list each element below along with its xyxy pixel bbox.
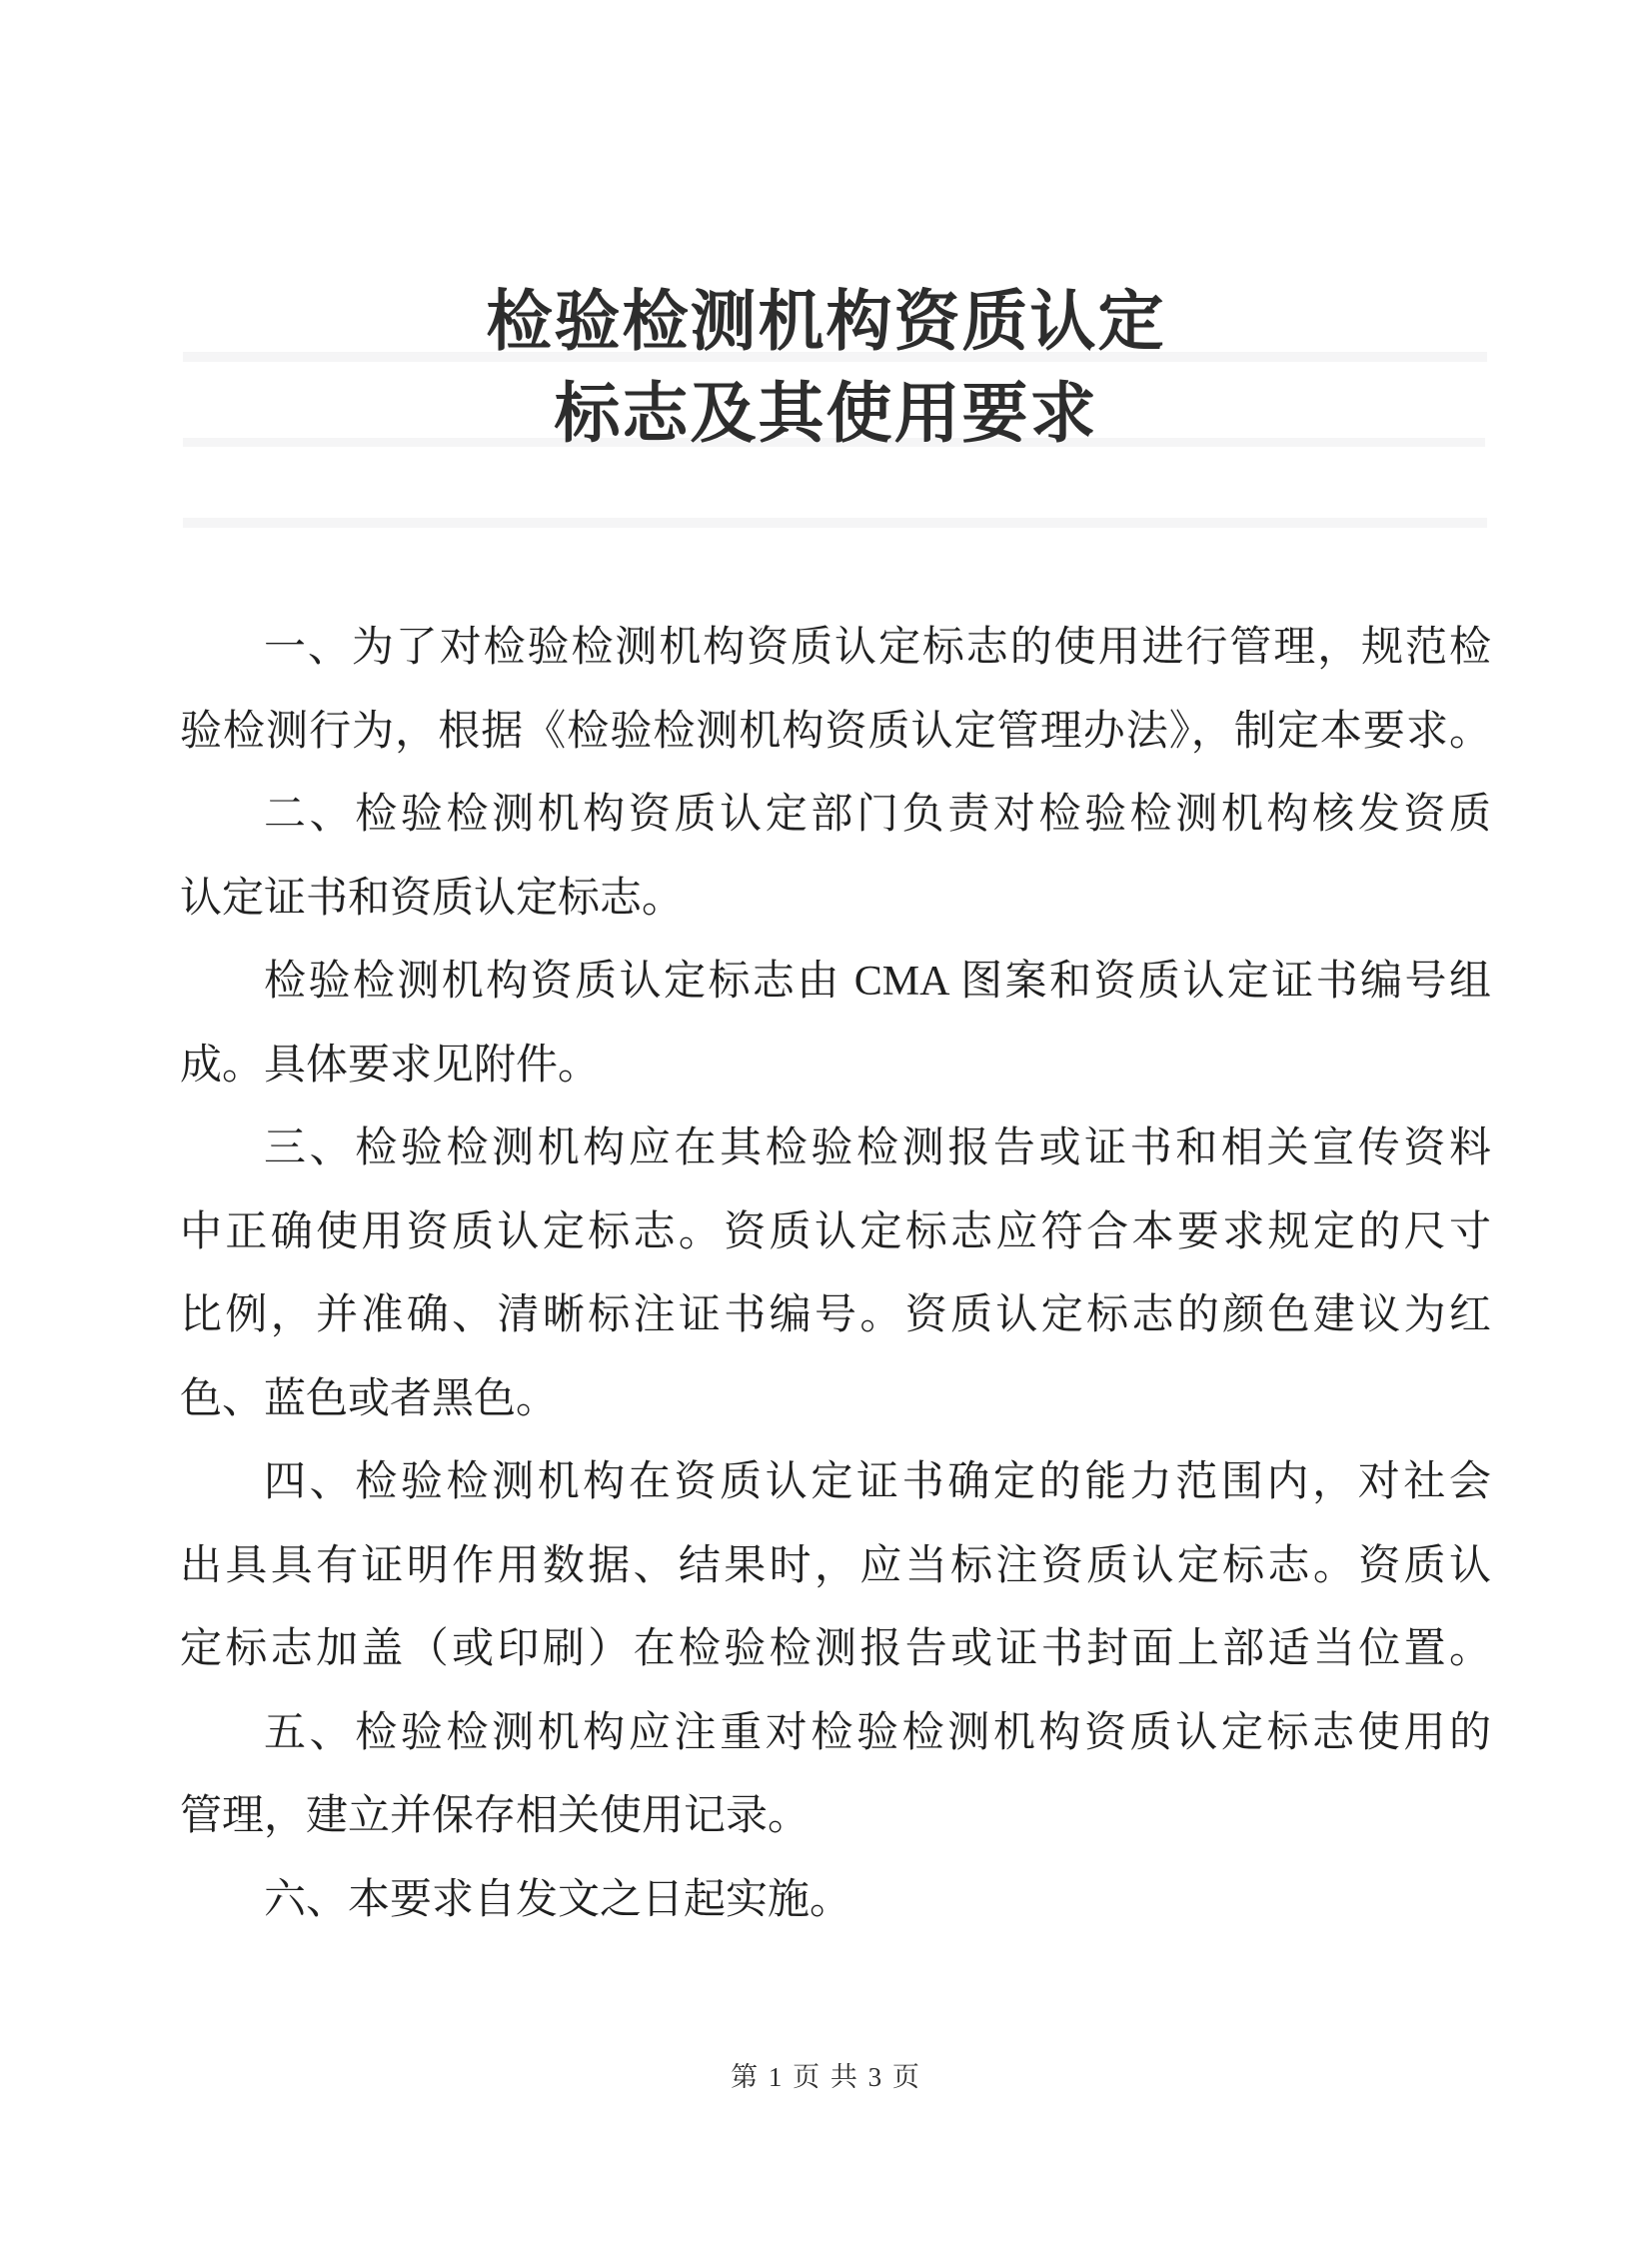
body-line: 二、检验检测机构资质认定部门负责对检验检测机构核发资质 (264, 792, 1491, 838)
body-line: 出具具有证明作用数据、结果时，应当标注资质认定标志。资质认 (180, 1542, 1491, 1589)
document-body (180, 607, 1491, 1942)
body-line: 比例，并准确、清晰标注证书编号。资质认定标志的颜色建议为红 (180, 1292, 1491, 1338)
body-line: 五、检验检测机构应注重对检验检测机构资质认定标志使用的 (264, 1709, 1491, 1756)
document-title (0, 277, 1652, 461)
body-line: 中正确使用资质认定标志。资质认定标志应符合本要求规定的尺寸 (180, 1208, 1491, 1255)
body-line: 一、为了对检验检测机构资质认定标志的使用进行管理，规范检 (264, 625, 1491, 671)
body-line: 色、蓝色或者黑色。 (180, 1375, 559, 1422)
body-line: 认定证书和资质认定标志。 (180, 875, 685, 922)
body-line: 三、检验检测机构应在其检验检测报告或证书和相关宣传资料 (264, 1125, 1491, 1171)
body-line: 四、检验检测机构在资质认定证书确定的能力范围内，对社会 (264, 1459, 1491, 1505)
body-line: 六、本要求自发文之日起实施。 (264, 1876, 852, 1923)
title-line-1: 检验检测机构资质认定 (486, 286, 1166, 359)
page-number: 第 1 页 共 3 页 (731, 2062, 921, 2092)
body-line: 管理，建立并保存相关使用记录。 (180, 1793, 811, 1839)
body-line: 检验检测机构资质认定标志由 CMA 图案和资质认定证书编号组 (264, 959, 1491, 1005)
body-line: 验检测行为，根据《检验检测机构资质认定管理办法》，制定本要求。 (180, 708, 1491, 755)
title-line-2: 标志及其使用要求 (554, 378, 1098, 451)
body-line: 成。具体要求见附件。 (180, 1042, 601, 1089)
body-line: 定标志加盖（或印刷）在检验检测报告或证书封面上部适当位置。 (180, 1626, 1491, 1672)
scan-artifact-band (183, 518, 1487, 528)
